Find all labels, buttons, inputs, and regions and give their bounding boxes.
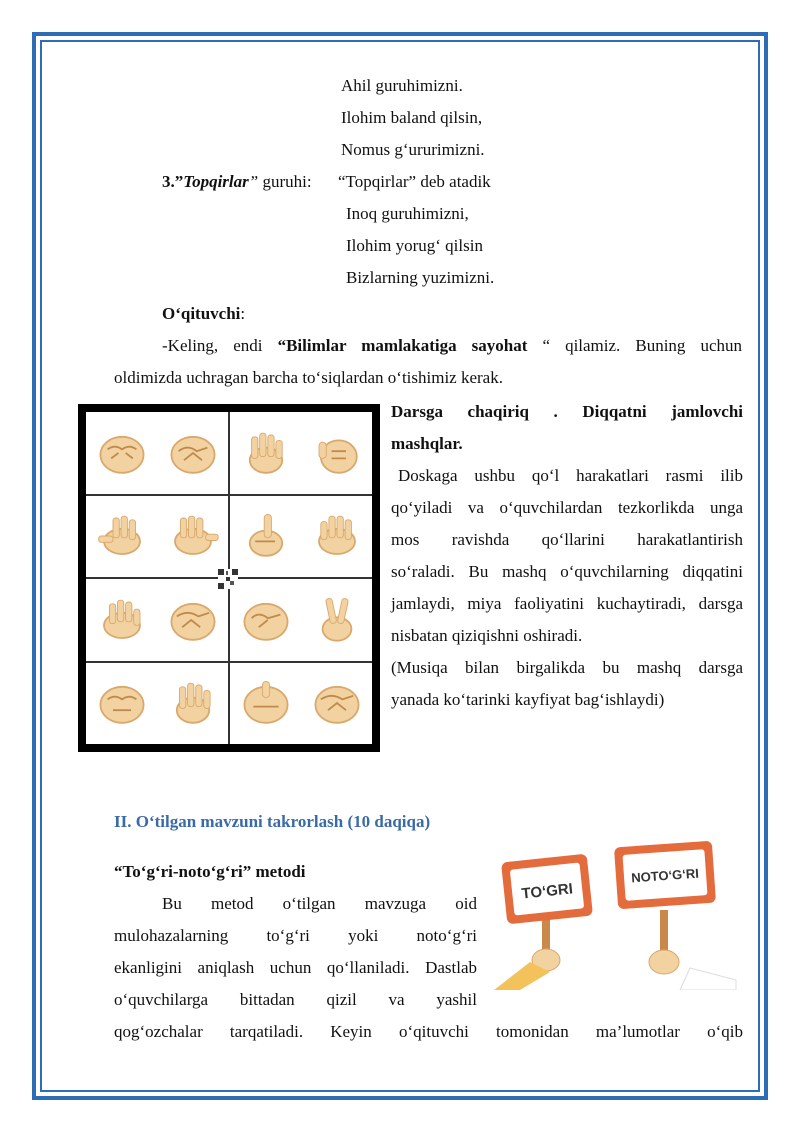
teacher-paragraph-line-1 <box>162 330 742 362</box>
group3-line-4: Bizlarning yuzimizni. <box>346 268 495 287</box>
sign-left <box>494 854 593 990</box>
teacher-label: O‘qituvchi <box>162 304 241 323</box>
method-title: “To‘g‘ri-noto‘g‘ri” metodi <box>114 862 306 881</box>
hand-cell <box>86 663 228 745</box>
qr-code-icon <box>218 569 238 589</box>
pointing-hand-icon <box>239 509 293 563</box>
open-palm-icon <box>239 426 293 480</box>
teacher-para-a1: -Keling, endi <box>162 336 278 355</box>
fist-icon <box>239 593 293 647</box>
exercise-text-line: nisbatan qiziqishni oshiradi. <box>391 626 583 645</box>
teacher-label-line <box>162 298 245 330</box>
exercise-text-line: mos ravishda qo‘llarini harakatlantirish <box>391 530 743 549</box>
group3-closing-quote: ” <box>248 172 259 191</box>
exercise-text-line: qo‘yiladi va o‘quvchilardan tezkorlikda unga <box>391 498 743 517</box>
hand-cell <box>86 412 228 494</box>
fist-icon <box>166 426 220 480</box>
group3-name: Topqirlar <box>183 172 249 191</box>
open-palm-icon <box>310 509 364 563</box>
section-heading: II. O‘tilgan mavzuni takrorlash (10 daqiqa) <box>114 812 431 831</box>
exercise-text-line: (Musiqa bilan birgalikda bu mashq darsga <box>391 658 743 677</box>
hand-cell <box>230 412 372 494</box>
method-text-line: mulohazalarning to‘g‘ri yoki noto‘g‘ri <box>114 926 477 945</box>
group3-line-2: Inoq guruhimizni, <box>346 204 469 223</box>
teacher-colon: : <box>240 304 246 323</box>
exercise-text-line: Doskaga ushbu qo‘l harakatlari rasmi ilib <box>398 466 743 485</box>
exercise-text-line: jamlaydi, miya faoliyatini kuchaytiradi, darsga <box>391 594 743 613</box>
fist-icon <box>239 676 293 730</box>
teacher-paragraph-line-2: oldimizda uchragan barcha to‘siqlardan o‘tishimiz kerak. <box>114 368 503 387</box>
group3-label <box>162 166 312 198</box>
open-palm-icon <box>95 509 149 563</box>
exercise-heading-line-2: mashqlar. <box>391 434 463 453</box>
group3-number: 3.” <box>162 172 184 191</box>
method-text-line-last: qog‘ozchalar tarqatiladi. Keyin o‘qituvchi tomonidan ma’lumotlar o‘qib <box>114 1022 743 1041</box>
exercise-text-line: so‘raladi. Bu mashq o‘quvchilarning diqqatini <box>391 562 743 581</box>
peace-sign-hand-icon <box>310 593 364 647</box>
hand-cell <box>86 579 228 661</box>
poem-line-3: Nomus g‘ururimizni. <box>341 140 485 159</box>
group3-line-1: “Topqirlar” deb atadik <box>338 172 491 191</box>
fist-icon <box>95 676 149 730</box>
true-false-signs-illustration <box>490 840 740 990</box>
exercise-text-line: yanada ko‘tarinki kayfiyat bag‘ishlaydi) <box>391 690 665 709</box>
sign-left-label: TO‘GRI <box>520 880 574 903</box>
sign-right-label: NOTO‘G‘RI <box>630 865 700 886</box>
method-text-line: Bu metod o‘tilgan mavzuga oid <box>162 894 477 913</box>
fist-icon <box>310 676 364 730</box>
hand-cell <box>230 663 372 745</box>
hand-cell <box>86 496 228 578</box>
fist-icon <box>166 593 220 647</box>
sign-right <box>614 841 736 990</box>
hand-cell <box>230 496 372 578</box>
method-text-line: o‘quvchilarga bittadan qizil va yashil <box>114 990 477 1009</box>
teacher-para-a2: “ qilamiz. Buning uchun <box>527 336 743 355</box>
open-palm-icon <box>166 676 220 730</box>
open-palm-icon <box>95 593 149 647</box>
poem-line-2: Ilohim baland qilsin, <box>341 108 483 127</box>
teacher-para-bold: “Bilimlar mamlakatiga sayohat <box>277 336 528 355</box>
hand-cell <box>230 579 372 661</box>
fist-icon <box>95 426 149 480</box>
exercise-heading-line-1: Darsga chaqiriq . Diqqatni jamlovchi <box>391 402 743 421</box>
thumb-hand-icon <box>310 426 364 480</box>
group3-label-rest: guruhi: <box>258 172 312 191</box>
open-palm-icon <box>166 509 220 563</box>
group3-line-3: Ilohim yorug‘ qilsin <box>346 236 483 255</box>
poem-line-1: Ahil guruhimizni. <box>341 76 463 95</box>
method-text-line: ekanligini aniqlash uchun qo‘llaniladi. Dastlab <box>114 958 477 977</box>
